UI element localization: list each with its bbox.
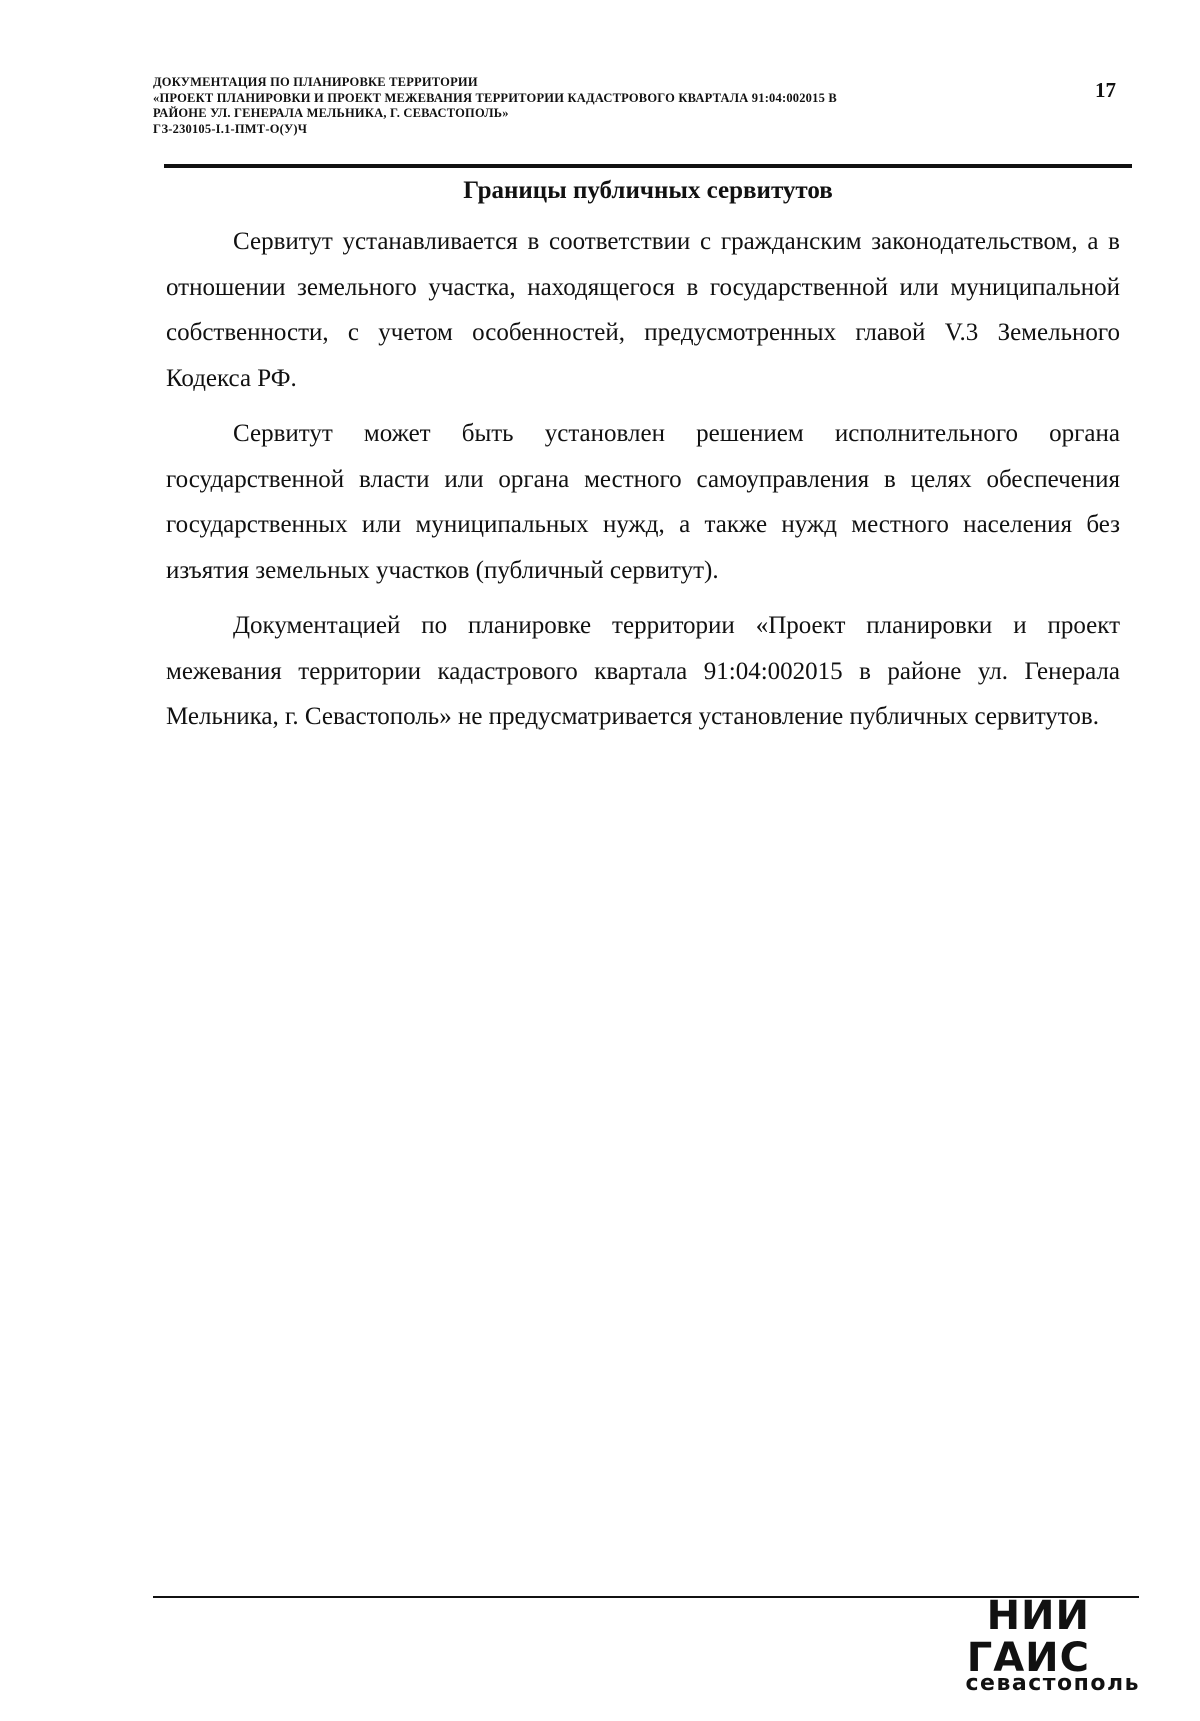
paragraph-3: Документацией по планировке территории «Проект планировки и проект межевания территории кадастрового квартала 91:04:002015 в районе ул. Генерала Мельника, г. Севастополь» не предусматривается установление публичных сервитутов.: [166, 612, 1120, 730]
paragraph-2: Сервитут может быть установлен решением исполнительного органа государственной власти или органа местного самоуправления в целях обеспечения государственных или муниципальных нужд, а также нужд местного населения без изъятия земельных участков (публичный сервитут).: [166, 420, 1120, 584]
logo-sub-text: севастополь: [965, 1671, 1140, 1696]
organization-logo: [950, 1595, 1140, 1695]
page-number: 17: [1095, 78, 1116, 102]
header-line-4: ГЗ-230105-I.1-ПМТ-О(У)Ч: [153, 121, 308, 136]
header-line-2: «ПРОЕКТ ПЛАНИРОВКИ И ПРОЕКТ МЕЖЕВАНИЯ ТЕРРИТОРИИ КАДАСТРОВОГО КВАРТАЛА 91:04:002015 В: [153, 90, 837, 105]
header-divider: [164, 164, 1132, 168]
section-title: Границы публичных сервитутов: [463, 177, 833, 204]
paragraph-1: Сервитут устанавливается в соответствии с гражданским законодательством, а в отношении земельного участка, находящегося в государственной или муниципальной собственности, с учетом особенностей, предусмотренных главой V.3 Земельного Кодекса РФ.: [166, 228, 1120, 392]
logo-main-text: НИИ ГАИС: [966, 1593, 1090, 1681]
body-text: [166, 219, 1120, 750]
document-header: [153, 75, 1053, 137]
header-line-3: РАЙОНЕ УЛ. ГЕНЕРАЛА МЕЛЬНИКА, Г. СЕВАСТОПОЛЬ»: [153, 106, 509, 120]
header-line-1: ДОКУМЕНТАЦИЯ ПО ПЛАНИРОВКЕ ТЕРРИТОРИИ: [153, 75, 478, 89]
